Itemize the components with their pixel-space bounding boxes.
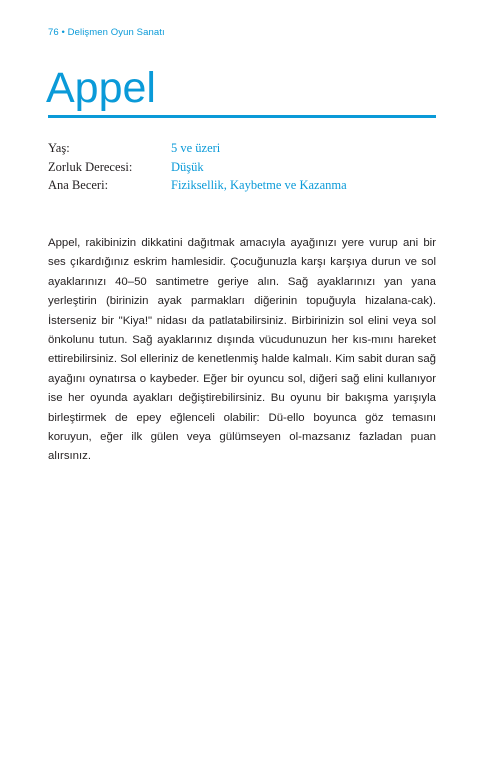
info-label-difficulty: Zorluk Derecesi: <box>48 159 133 174</box>
game-info-table <box>48 139 436 195</box>
info-label-skill: Ana Beceri: <box>48 178 109 192</box>
info-row-difficulty <box>48 158 436 177</box>
info-label-age: Yaş: <box>48 141 70 155</box>
running-header: 76 • Delişmen Oyun Sanatı <box>48 27 165 38</box>
info-row-age <box>48 139 436 158</box>
title-divider <box>48 115 436 118</box>
info-value-difficulty: Düşük <box>171 159 204 174</box>
info-value-age: 5 ve üzeri <box>171 141 221 155</box>
page-title: Appel <box>46 64 156 112</box>
info-value-skill: Fiziksellik, Kaybetme ve Kazanma <box>171 178 347 192</box>
info-row-skill <box>48 176 436 195</box>
game-description: Appel, rakibinizin dikkatini dağıtmak amacıyla ayağınızı yere vurup ani bir ses çıkardığınız eskrim hamlesidir. Çocuğunuzla karşı karşıya durun ve sol ayaklarınızı 40–50 santimetre geriye alın. Sağ ayaklarınızı yan yana yerleştirin (birinizin ayak parmakları diğerinin topuğuyla hizalana-cak). İsterseniz bir "Kiya!" nidası da patlatabilirsiniz. Birbirinizin sol elini veya sol önkolunu tutun. Sağ ayaklarınız dışında vücudunuzun her kıs-mını hareket ettirebilirsiniz. Sol elleriniz de kenetlenmiş halde kalmalı. Kim sabit duran sağ ayağını oynatırsa o kaybeder. Eğer bir oyuncu sol, diğeri sağ elini kullanıyor ise her oyunda ayakları değiştirebilirsiniz. Bu oyunu bir bakışma yarışıyla birleştirmek de epey eğlenceli olabilir: Dü-ello boyunca göz temasını koruyun, eğer ilk gülen veya gülümseyen ol-mazsanız fazladan puan alırsınız. <box>48 237 436 463</box>
